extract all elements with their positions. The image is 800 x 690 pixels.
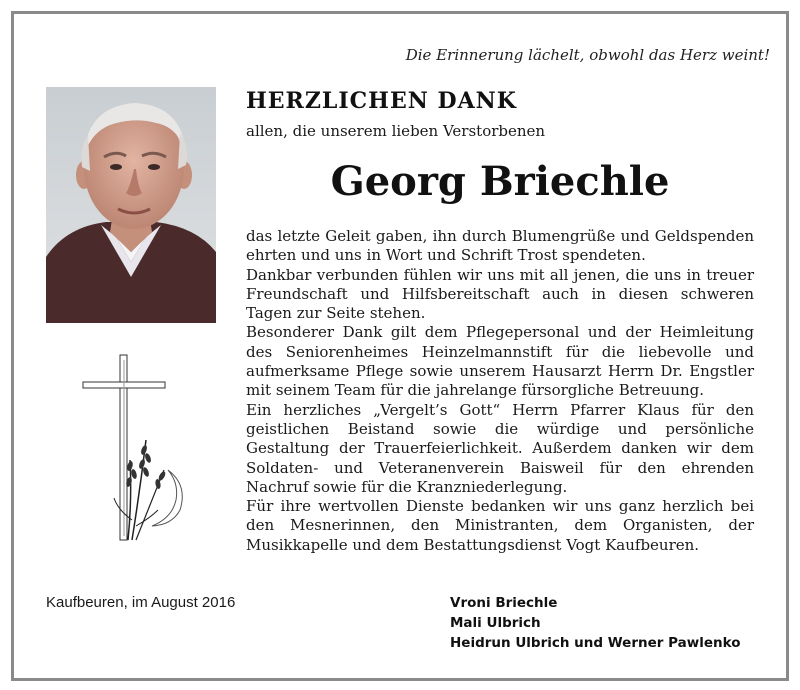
portrait-illustration bbox=[46, 87, 216, 323]
page-title: HERZLICHEN DANK bbox=[246, 88, 517, 114]
paragraph: Dankbar verbunden fühlen wir uns mit all jenen, die uns in treuer Freundschaft und Hilfsbereitschaft auch in diesen schweren Tagen zur Seite stehen. bbox=[246, 265, 754, 323]
intro-line: allen, die unserem lieben Verstorbenen bbox=[246, 122, 546, 140]
signer-name: Mali Ulbrich bbox=[450, 615, 541, 631]
thanks-text bbox=[246, 227, 754, 555]
signer-name: Vroni Briechle bbox=[450, 595, 558, 611]
portrait-photo bbox=[46, 87, 216, 323]
deceased-name: Georg Briechle bbox=[330, 158, 670, 205]
paragraph: das letzte Geleit gaben, ihn durch Blumengrüße und Geldspenden ehrten und uns in Wort und Schrift Trost spendeten. bbox=[246, 227, 754, 265]
motto: Die Erinnerung lächelt, obwohl das Herz weint! bbox=[405, 46, 770, 64]
paragraph: Ein herzliches „Vergelt’s Gott“ Herrn Pfarrer Klaus für den geistlichen Beistand sowie die würdige und persönliche Gestaltung der Trauerfeierlichkeit. Außerdem danken wir dem Soldaten- und Veteranenverein Baisweil für den ehrenden Nachruf sowie für die Kranzniederlegung. bbox=[246, 400, 754, 496]
place-date: Kaufbeuren, im August 2016 bbox=[46, 594, 236, 611]
cross-with-wheat-icon bbox=[80, 350, 190, 545]
signers bbox=[450, 593, 741, 653]
paragraph: Besonderer Dank gilt dem Pflegepersonal und der Heimleitung des Seniorenheimes Heinzelmannstift für die liebevolle und aufmerksame Pflege sowie unserem Hausarzt Herrn Dr. Engstler mit seinem Team für die jahrelange fürsorgliche Betreuung. bbox=[246, 323, 754, 400]
paragraph: Für ihre wertvollen Dienste bedanken wir uns ganz herzlich bei den Mesnerinnen, den Ministranten, dem Organisten, der Musikkapelle und dem Bestattungsdienst Vogt Kaufbeuren. bbox=[246, 497, 754, 554]
signer-name: Heidrun Ulbrich und Werner Pawlenko bbox=[450, 635, 741, 651]
